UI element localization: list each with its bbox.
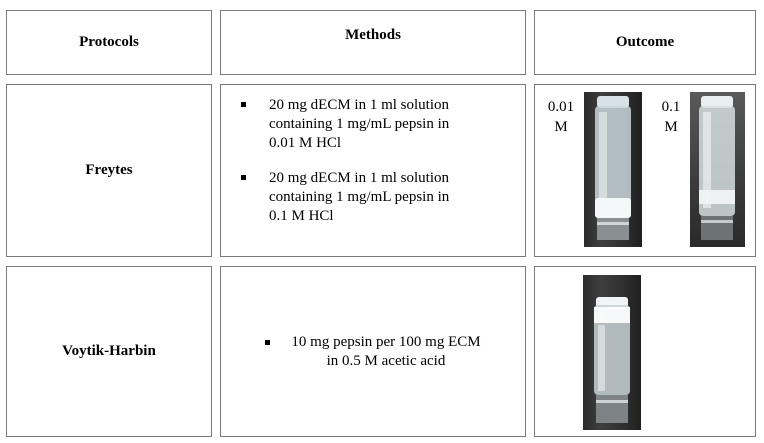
- vial-photo-001: [584, 92, 642, 247]
- vial-label-line: 0.01: [547, 99, 575, 115]
- method-item: [265, 333, 480, 371]
- vial-base-ring: [596, 400, 628, 403]
- method-line: in 0.5 M acetic acid: [326, 352, 446, 369]
- row-voytik-protocol: [6, 266, 212, 437]
- vial-label-line: M: [664, 119, 678, 135]
- vial-base-ring: [597, 222, 629, 225]
- vial-label-line: M: [554, 119, 568, 135]
- header-methods: [220, 10, 526, 75]
- vial-gel: [595, 198, 631, 218]
- vial-highlight: [599, 112, 607, 212]
- protocol-name: Freytes: [85, 162, 133, 178]
- method-line: 0.1 M HCl: [269, 208, 334, 224]
- bullet-marker: [241, 102, 246, 107]
- header-methods-label: Methods: [345, 27, 401, 43]
- vial-liquid: [699, 190, 735, 204]
- vial-gel: [594, 307, 630, 323]
- bullet-marker: [241, 175, 246, 180]
- vial-image: [583, 275, 641, 430]
- vial-image: [690, 92, 745, 247]
- method-line: 0.01 M HCl: [269, 135, 342, 151]
- bullet-marker: [265, 340, 270, 345]
- method-line: 20 mg dECM in 1 ml solution: [269, 170, 450, 186]
- header-outcome: [534, 10, 756, 75]
- vial-base: [596, 395, 628, 423]
- vial-base-ring: [701, 220, 733, 223]
- method-line: containing 1 mg/mL pepsin in: [269, 189, 450, 205]
- header-protocols: [6, 10, 212, 75]
- methods-list: [221, 96, 525, 226]
- vial-base: [597, 218, 629, 240]
- method-item: [221, 96, 525, 153]
- row-freytes-methods: [220, 84, 526, 257]
- row-voytik-methods: [220, 266, 526, 437]
- method-item: [221, 169, 525, 226]
- vial-label-line: 0.1: [661, 99, 681, 115]
- vial-photo-voytik: [583, 275, 641, 430]
- protocol-name: Voytik-Harbin: [62, 343, 156, 359]
- vial-image: [584, 92, 642, 247]
- header-outcome-label: Outcome: [615, 34, 675, 50]
- method-line: 10 mg pepsin per 100 mg ECM: [291, 333, 481, 350]
- vial-highlight: [598, 325, 605, 391]
- vial-label-01: [653, 97, 689, 137]
- methods-list: [265, 333, 480, 371]
- row-voytik-outcome: [534, 266, 756, 437]
- row-freytes-protocol: [6, 84, 212, 257]
- vial-photo-01: [690, 92, 745, 247]
- vial-base: [701, 216, 733, 240]
- header-protocols-label: Protocols: [79, 34, 139, 50]
- method-line: containing 1 mg/mL pepsin in: [269, 116, 450, 132]
- method-line: 20 mg dECM in 1 ml solution: [269, 97, 450, 113]
- vial-label-001: [543, 97, 579, 137]
- row-freytes-outcome: [534, 84, 756, 257]
